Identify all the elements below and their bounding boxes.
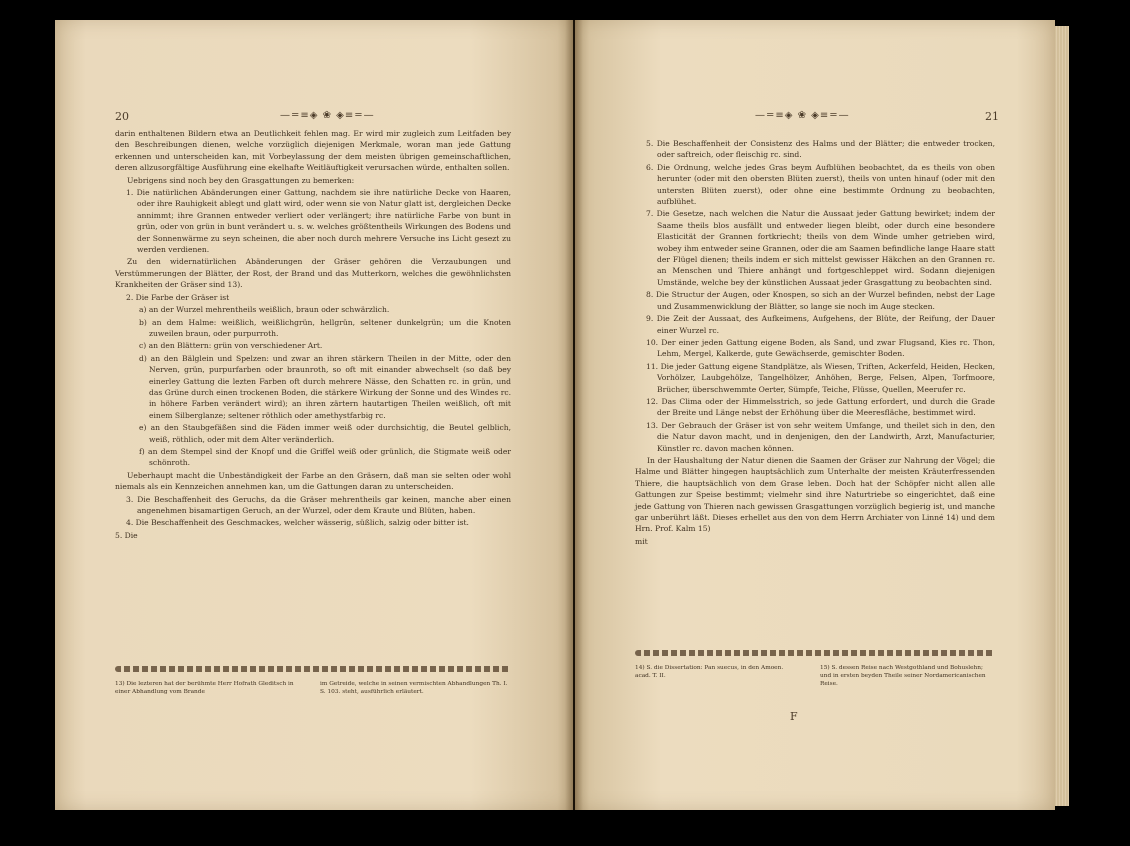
book-gutter bbox=[565, 20, 583, 810]
book-spread bbox=[55, 20, 1070, 810]
list-item: c) an den Blättern: grün von verschiedener Art. bbox=[139, 341, 323, 351]
list-item: 3. Die Beschaffenheit des Geruchs, da die Gräser mehrentheils gar keinen, manche aber einen angenehmen bisamartigen Geruch, an der Wurzel, oder dem Kraute und Blüten, haben. bbox=[126, 494, 511, 515]
footnote: 14) S. die Dissertation: Pan suecus, in den Amoen. acad. T. II. bbox=[635, 665, 784, 679]
left-page-number: 20 bbox=[115, 110, 129, 123]
list-item: b) an dem Halme: weißlich, weißlichgrün, hellgrün, seltener dunkelgrün; um die Knoten zuweilen braun, oder purpurroth. bbox=[139, 317, 511, 338]
paragraph: In der Haushaltung der Natur dienen die Saamen der Gräser zur Nahrung der Vögel; die Halme und Blätter hingegen hauptsächlich zum Unterhalte der meisten Kräuterfressenden Thiere, die hauptsächlich von dem Grase leben. Doch hat der Schöpfer nicht allen alle Gattungen zur Speise bestimmt; vielmehr sind ihre Naturtriebe so eingerichtet, daß eine jede Gattung von Thieren nach gewissen Grasgattungen vorzüglich begierig ist, und manche gar unberührt läßt. Dieses erhellet aus den von dem Herrn Archiater von Linné 14) und dem Hrn. Prof. Kalm 15) bbox=[635, 455, 995, 534]
list-item: 12. Das Clima oder der Himmelsstrich, so jede Gattung erfordert, und durch die Grade der Breite und Länge nebst der Erhöhung über die Meeresfläche, bestimmet wird. bbox=[646, 396, 995, 418]
list-item: 10. Der einer jeden Gattung eigene Boden, als Sand, und zwar Flugsand, Kies rc. Thon, Lehm, Mergel, Kalkerde, gute Gewächserde, gemischter Boden. bbox=[646, 337, 995, 359]
right-page bbox=[575, 20, 1055, 810]
right-body-text bbox=[635, 138, 995, 548]
list-item: 5. Die Beschaffenheit der Consistenz des Halms und der Blätter; die entweder trocken, oder saftreich, oder fleischig rc. sind. bbox=[646, 139, 995, 160]
footnote: im Getreide, welche in seinen vermischten Abhandlungen Th. I. S. 103. steht, ausführlich erläutert. bbox=[320, 681, 508, 695]
list-item: e) an den Staubgefäßen sind die Fäden immer weiß oder durchsichtig, die Beutel gelblich, weiß, röthlich, oder mit dem Alter veränderlich. bbox=[139, 423, 511, 444]
paragraph: Uebrigens sind noch bey den Grasgattungen zu bemerken: bbox=[127, 175, 355, 185]
catchword: mit bbox=[635, 536, 648, 546]
list-item: 6. Die Ordnung, welche jedes Gras beym Aufblühen beobachtet, da es theils von oben herunter (oder mit den obersten Blüten zuerst), theils von unten hinauf (oder mit den untersten Blüten zuerst), oder ohne eine bestimmte Ordnung zu beobachten, aufblühet. bbox=[646, 162, 995, 207]
right-page-number: 21 bbox=[985, 110, 999, 123]
list-item: 7. Die Gesetze, nach welchen die Natur die Aussaat jeder Gattung bewirket; indem der Saame theils blos ausfällt und entweder liegen bleibt, oder durch eine besondere Elasticität der Grannen fortkriecht; theils von dem Winde umher getrieben wird, wobey ihm entweder seine Grannen, oder die am Saamen befindliche lange Haare statt der Flügel dienen; theils indem er sich mittelst gewisser Häkchen an den Grannen rc. an Menschen und Thiere anhängt und fortgeschleppet wird. Sodann diejenigen Umstände, welche bey der künstlichen Aussaat jeder Grasgattung zu beobachten sind. bbox=[646, 209, 995, 287]
list-item: f) an dem Stempel sind der Knopf und die Griffel weiß oder grünlich, die Stigmate weiß oder schönroth. bbox=[139, 446, 511, 468]
paragraph: Zu den widernatürlichen Abänderungen der Gräser gehören die Verzaubungen und Verstümmerungen der Blätter, der Rost, der Brand und das Mutterkorn, welches die gewöhnlichsten Krankheiten der Gräser sind 13). bbox=[115, 257, 511, 290]
list-item: 4. Die Beschaffenheit des Geschmackes, welcher wässerig, süßlich, salzig oder bitter ist. bbox=[126, 518, 469, 528]
list-item: 8. Die Structur der Augen, oder Knospen, so sich an der Wurzel befinden, nebst der Lage und Zusammenwicklung der Blätter, so lange sie noch im Auge stecken. bbox=[646, 290, 995, 311]
left-header-ornament: —=≡◈ ❀ ◈≡=— bbox=[280, 110, 375, 121]
right-header-ornament: —=≡◈ ❀ ◈≡=— bbox=[755, 110, 850, 121]
paragraph: darin enthaltenen Bildern etwa an Deutlichkeit fehlen mag. Er wird mir zugleich zum Leitfaden bey den Beschreibungen dienen, welche vorzüglich diejenigen Merkmale, woran man jede Gattung erkennen und unterscheiden kan, mit Vorbeylassung der dem meisten übrigen gemeinschaftlichen, deren allzusorgfältige Ausführung eine ekelhafte Weitläuftigkeit verursachen würde, enthalten sollen. bbox=[115, 129, 511, 173]
list-item: 1. Die natürlichen Abänderungen einer Gattung, nachdem sie ihre natürliche Decke von Haaren, oder ihre Rauhigkeit ablegt und glatt wird, oder wenn sie von Natur glatt ist, dergleichen Decke annimmt; ihre Grannen entweder verliert oder verlängert; ihre natürliche Farbe von bunt in grün, oder von grün in bunt verändert u. s. w. welches größtentheils Wirkungen des Bodens und der Sonnenwärme zu seyn scheinen, die aber noch durch mehrere Versuche ins Licht gesezt zu werden verdienen. bbox=[126, 188, 511, 255]
paragraph: Ueberhaupt macht die Unbeständigkeit der Farbe an den Gräsern, daß man sie selten oder wohl niemals als ein Kennzeichen annehmen kan, um die Gattungen daran zu unterscheiden. bbox=[115, 470, 511, 492]
footnote: 13) Die lezteren hat der berühmte Herr Hofrath Gleditsch in einer Abhandlung vom Brande bbox=[115, 681, 294, 695]
list-item: a) an der Wurzel mehrentheils weißlich, braun oder schwärzlich. bbox=[139, 305, 390, 315]
list-item: d) an den Bälglein und Spelzen: und zwar an ihren stärkern Theilen in der Mitte, oder den Nerven, grün, purpurfarben oder braunroth, so oft mit einander abwechselt (so daß bey einerley Gattung die lezten Farben oft durch mehrere Nässe, den Schatten rc. in grün, und das Grüne durch einen trockenen Boden, die stärkere Wirkung der Sonne und des Windes rc. in höhere Farben verändert wird); an ihren zärtern hautartigen Theilen weißlich, oft mit einem Silberglanze; seltener röthlich oder amethystfarbig rc. bbox=[139, 353, 511, 420]
left-body-text bbox=[115, 128, 511, 542]
footnote-rule bbox=[115, 666, 511, 672]
list-item: 2. Die Farbe der Gräser ist bbox=[126, 292, 230, 302]
page-edges bbox=[1055, 26, 1069, 806]
list-item: 9. Die Zeit der Aussaat, des Aufkeimens, Aufgehens, der Blüte, der Reifung, der Dauer einer Wurzel rc. bbox=[646, 314, 995, 335]
signature-mark: F bbox=[790, 710, 798, 723]
catchword: 5. Die bbox=[115, 530, 138, 540]
left-page bbox=[55, 20, 573, 810]
footnote-rule bbox=[635, 650, 995, 656]
footnote: 15) S. dessen Reise nach Westgothland und Bohuslehn; und in ersten beyden Theile seiner Nordamericanischen Reise. bbox=[820, 665, 986, 687]
list-item: 11. Die jeder Gattung eigene Standplätze, als Wiesen, Triften, Ackerfeld, Heiden, Hecken, Vorhölzer, Laubgehölze, Tangelhölzer, Anhöhen, Berge, Felsen, Alpen, Torfmoore, Brücher, überschwemmte Oerter, Sümpfe, Teiche, Flüsse, Quellen, Meerufer rc. bbox=[646, 361, 995, 394]
list-item: 13. Der Gebrauch der Gräser ist von sehr weitem Umfange, und theilet sich in den, den die Natur davon macht, und in denjenigen, den der Landwirth, Arzt, Manufacturier, Künstler rc. davon machen können. bbox=[646, 420, 995, 453]
